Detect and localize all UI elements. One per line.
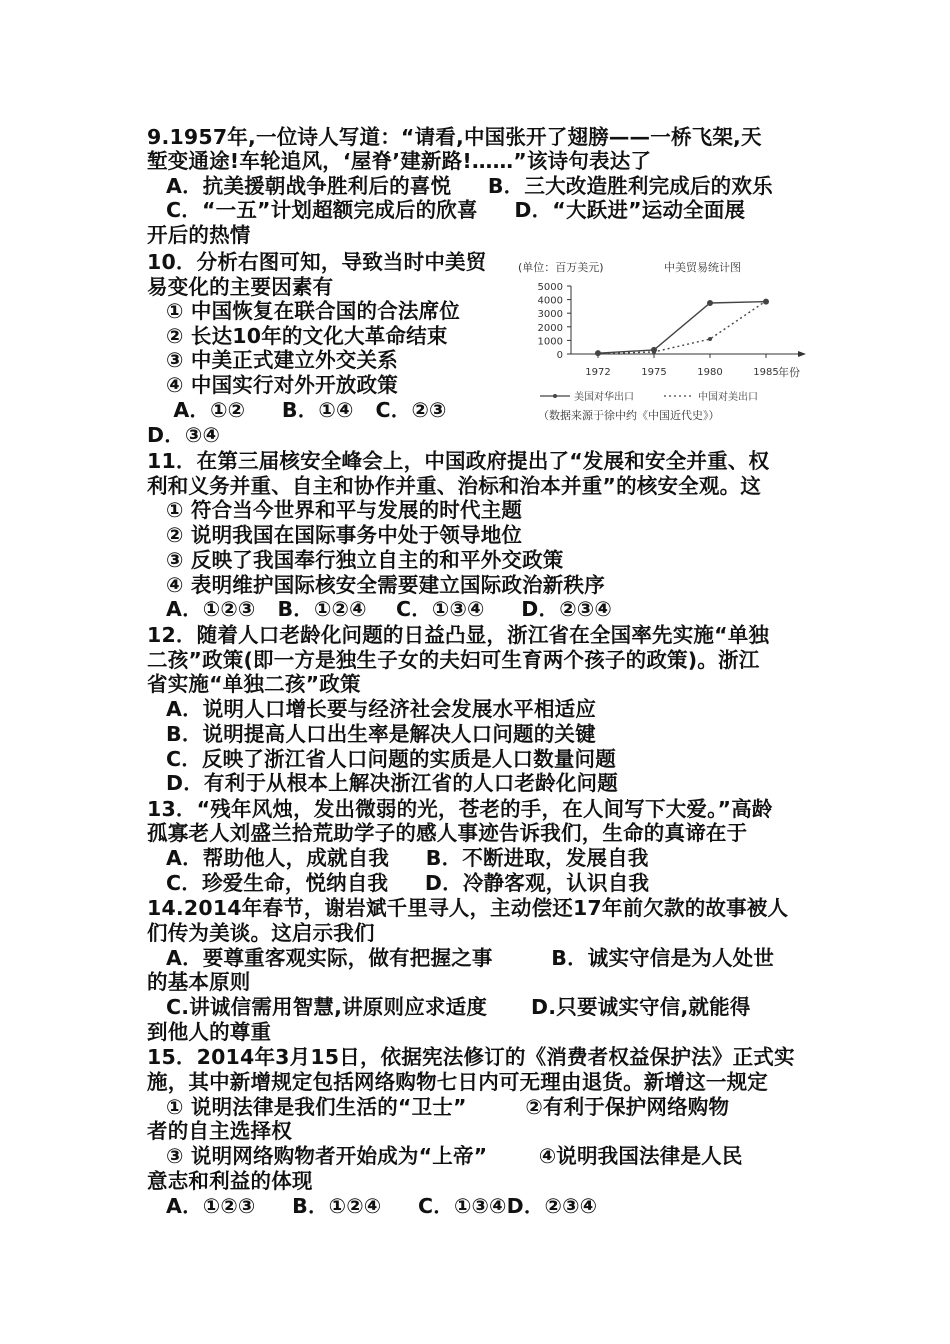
text-line: 孤寡老人刘盛兰拾荒助学子的感人事迹告诉我们，生命的真谛在于 bbox=[147, 821, 748, 845]
y-tick-label: 2000 bbox=[537, 322, 563, 334]
text-line: 9.1957年,一位诗人写道：“请看,中国张开了翅膀——一桥飞架,天 bbox=[147, 125, 762, 149]
text-line: A．①②③ B．①②④ C．①③④D．②③④ bbox=[166, 1194, 598, 1218]
text-line: 们传为美谈。这启示我们 bbox=[147, 921, 375, 945]
text-line: D．③④ bbox=[147, 423, 221, 447]
text-line: 的基本原则 bbox=[147, 970, 251, 994]
text-line: ① 中国恢复在联合国的合法席位 bbox=[166, 299, 460, 323]
chart-source: （数据来源于徐中约《中国近代史》） bbox=[538, 409, 720, 422]
text-line: 施，其中新增规定包括网络购物七日内可无理由退货。新增这一规定 bbox=[147, 1070, 768, 1094]
y-tick-label: 1000 bbox=[537, 336, 563, 348]
y-tick-label: 5000 bbox=[537, 282, 563, 293]
text-line: 14.2014年春节，谢岩斌千里寻人，主动偿还17年前欠款的故事被人 bbox=[147, 896, 789, 920]
text-line: C.讲诚信需用智慧,讲原则应求适度 D.只要诚实守信,就能得 bbox=[166, 995, 751, 1019]
text-line: 者的自主选择权 bbox=[147, 1119, 292, 1143]
text-line: 到他人的尊重 bbox=[147, 1020, 272, 1044]
text-line: ③ 说明网络购物者开始成为“上帝” ④说明我国法律是人民 bbox=[166, 1144, 743, 1168]
text-line: ③ 反映了我国奉行独立自主的和平外交政策 bbox=[166, 548, 564, 572]
series-point-0 bbox=[707, 300, 713, 306]
text-line: 10．分析右图可知，导致当时中美贸 bbox=[147, 250, 487, 274]
text-line: A．帮助他人，成就自我 B．不断进取，发展自我 bbox=[166, 846, 649, 870]
y-tick-label: 3000 bbox=[537, 309, 563, 321]
text-line: C．反映了浙江省人口问题的实质是人口数量问题 bbox=[166, 747, 616, 771]
text-line: 易变化的主要因素有 bbox=[147, 275, 334, 299]
text-line: A．抗美援朝战争胜利后的喜悦 B．三大改造胜利完成后的欢乐 bbox=[166, 174, 773, 198]
legend-swatch-marker bbox=[553, 394, 557, 398]
text-line: 12．随着人口老龄化问题的日益凸显，浙江省在全国率先实施“单独 bbox=[147, 623, 770, 647]
series-line-0 bbox=[598, 302, 766, 354]
x-axis-arrow bbox=[798, 351, 806, 357]
text-line: 13．“残年风烛，发出微弱的光，苍老的手，在人间写下大爱。”高龄 bbox=[147, 797, 773, 821]
text-line: A．说明人口增长要与经济社会发展水平相适应 bbox=[166, 697, 597, 721]
series-point-1 bbox=[764, 299, 768, 303]
series-point-1 bbox=[596, 352, 600, 356]
series-point-1 bbox=[652, 350, 656, 354]
y-tick-label: 0 bbox=[556, 350, 563, 361]
x-tick-label: 1972 bbox=[585, 367, 611, 378]
x-tick-label: 1975 bbox=[641, 367, 667, 378]
text-line: ① 说明法律是我们生活的“卫士” ②有利于保护网络购物 bbox=[166, 1095, 730, 1119]
text-line: D．有利于从根本上解决浙江省的人口老龄化问题 bbox=[166, 771, 618, 795]
text-line: 15．2014年3月15日，依据宪法修订的《消费者权益保护法》正式实 bbox=[147, 1045, 795, 1069]
text-line: A．①②③ B．①②④ C．①③④ D．②③④ bbox=[166, 597, 612, 621]
x-tick-label: 1985 bbox=[753, 367, 779, 378]
text-line: B．说明提高人口出生率是解决人口问题的关键 bbox=[166, 722, 596, 746]
legend-label-us-exports: 美国对华出口 bbox=[574, 392, 634, 403]
text-line: C．“一五”计划超额完成后的欣喜 D．“大跃进”运动全面展 bbox=[166, 198, 746, 222]
x-tick-label: 1980 bbox=[697, 367, 723, 378]
text-line: A．要尊重客观实际，做有把握之事 B．诚实守信是为人处世 bbox=[166, 946, 775, 970]
text-line: ② 长达10年的文化大革命结束 bbox=[166, 324, 448, 348]
text-line: A．①② B．①④ C．②③ bbox=[166, 398, 447, 422]
text-line: ④ 表明维护国际核安全需要建立国际政治新秩序 bbox=[166, 573, 605, 597]
text-line: 开后的热情 bbox=[147, 223, 251, 247]
chart-title: 中美贸易统计图 bbox=[664, 261, 741, 274]
trade-chart-svg bbox=[516, 256, 816, 426]
text-line: 堑变通途!车轮追风，‘屋脊’建新路!……”该诗句表达了 bbox=[147, 149, 652, 173]
series-point-1 bbox=[708, 337, 712, 341]
text-line: 意志和利益的体现 bbox=[147, 1169, 313, 1193]
y-tick-label: 4000 bbox=[537, 295, 563, 307]
text-line: ② 说明我国在国际事务中处于领导地位 bbox=[166, 523, 523, 547]
text-line: 二孩”政策(即一方是独生子女的夫妇可生育两个孩子的政策)。浙江 bbox=[147, 648, 760, 672]
text-line: ① 符合当今世界和平与发展的时代主题 bbox=[166, 498, 523, 522]
text-line: ④ 中国实行对外开放政策 bbox=[166, 373, 398, 397]
chart-unit-label: (单位：百万美元) bbox=[518, 261, 604, 274]
text-line: 11．在第三届核安全峰会上，中国政府提出了“发展和安全并重、权 bbox=[147, 449, 770, 473]
legend-label-china-exports: 中国对美出口 bbox=[698, 392, 758, 403]
text-line: ③ 中美正式建立外交关系 bbox=[166, 348, 398, 372]
trade-chart bbox=[516, 256, 816, 426]
text-line: 省实施“单独二孩”政策 bbox=[147, 672, 361, 696]
text-line: C．珍爱生命，悦纳自我 D．冷静客观，认识自我 bbox=[166, 871, 650, 895]
text-line: 利和义务并重、自主和协作并重、治标和治本并重”的核安全观。这 bbox=[147, 474, 761, 498]
x-axis-label: 年份 bbox=[778, 366, 800, 379]
